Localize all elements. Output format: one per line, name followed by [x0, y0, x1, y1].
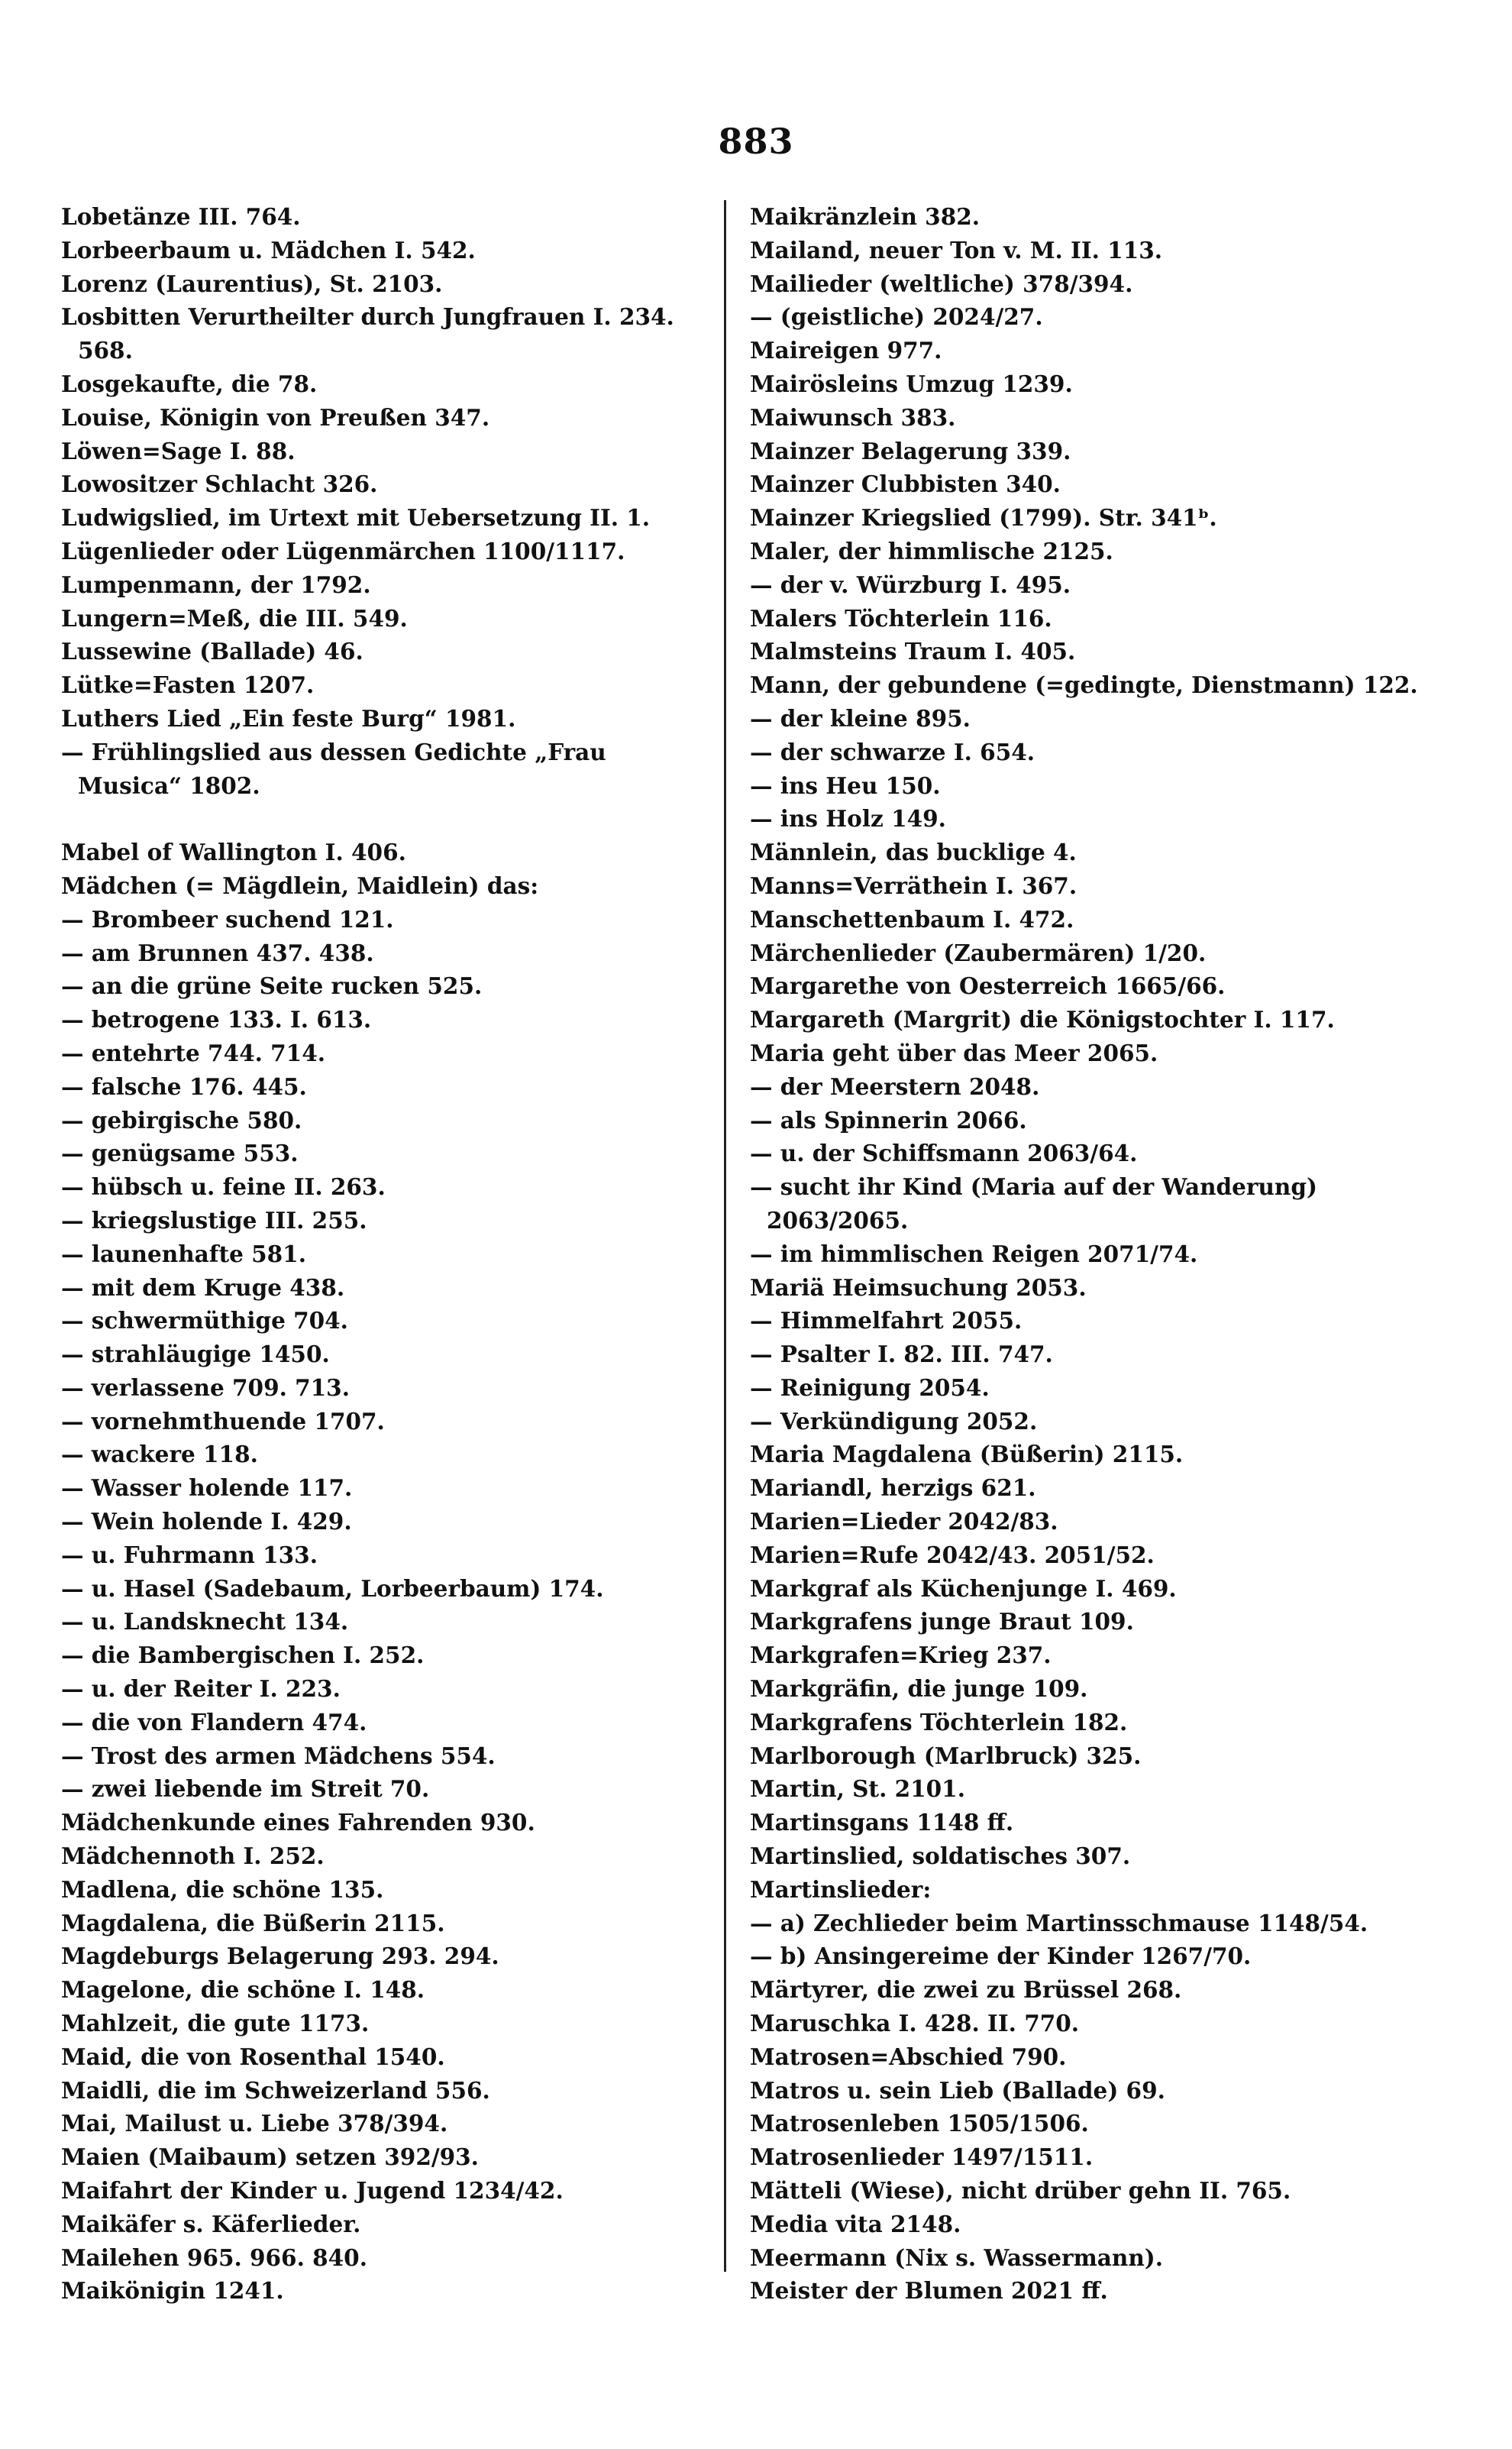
index-entry: Maireigen 977.	[750, 337, 942, 364]
index-entry: Markgräfin, die junge 109.	[750, 1675, 1088, 1703]
index-entry: — Verkündigung 2052.	[750, 1407, 1038, 1435]
index-entry: Märtyrer, die zwei zu Brüssel 268.	[750, 1976, 1182, 2004]
index-entry: Mairösleins Umzug 1239.	[750, 370, 1073, 397]
index-entry: — als Spinnerin 2066.	[750, 1106, 1027, 1134]
index-entry: Maikönigin 1241.	[61, 2277, 284, 2305]
index-entry: Mädchen (= Mägdlein, Maidlein) das:	[61, 872, 539, 899]
index-entry: Matrosenleben 1505/1506.	[750, 2110, 1089, 2137]
index-entry: Meermann (Nix s. Wassermann).	[750, 2244, 1164, 2271]
index-entry: Mariä Heimsuchung 2053.	[750, 1273, 1087, 1301]
index-entry: — kriegslustige III. 255.	[61, 1206, 367, 1234]
index-entry: Maien (Maibaum) setzen 392/93.	[61, 2143, 479, 2171]
column-divider	[724, 200, 726, 2272]
index-entry: — Reinigung 2054.	[750, 1373, 990, 1401]
index-column-left	[61, 200, 710, 2308]
index-entry: — u. Landsknecht 134.	[61, 1608, 349, 1635]
index-entry: Margareth (Margrit) die Königstochter I. 117.	[750, 1006, 1335, 1034]
index-entry: — Brombeer suchend 121.	[61, 905, 394, 933]
index-entry: Maikäfer s. Käferlieder.	[61, 2210, 361, 2237]
index-entry: Malmsteins Traum I. 405.	[750, 638, 1076, 665]
index-entry: Magelone, die schöne I. 148.	[61, 1976, 425, 2004]
index-entry: Markgrafens Töchterlein 182.	[750, 1708, 1128, 1736]
index-entry: Männlein, das bucklige 4.	[750, 839, 1077, 866]
index-entry: — der Meerstern 2048.	[750, 1072, 1040, 1100]
index-entry: — Wein holende I. 429.	[61, 1508, 352, 1535]
index-entry: — ins Holz 149.	[750, 805, 946, 833]
index-entry: — verlassene 709. 713.	[61, 1373, 350, 1401]
index-entry: Malers Töchterlein 116.	[750, 604, 1052, 632]
index-entry: — der v. Würzburg I. 495.	[750, 571, 1071, 598]
index-entry: Marlborough (Marlbruck) 325.	[750, 1742, 1142, 1769]
index-entry: Mailehen 965. 966. 840.	[61, 2244, 367, 2271]
index-entry: Marien=Lieder 2042/83.	[750, 1508, 1058, 1535]
index-entry: Lowositzer Schlacht 326.	[61, 471, 378, 498]
index-entry: — falsche 176. 445.	[61, 1072, 307, 1100]
index-entry: — u. Fuhrmann 133.	[61, 1541, 318, 1568]
index-entry: Margarethe von Oesterreich 1665/66.	[750, 972, 1226, 1000]
index-entry: — u. der Reiter I. 223.	[61, 1675, 341, 1703]
index-entry: Losgekaufte, die 78.	[61, 370, 318, 397]
index-entry: Mädchenkunde eines Fahrenden 930.	[61, 1809, 535, 1836]
index-entry: — u. Hasel (Sadebaum, Lorbeerbaum) 174.	[61, 1574, 604, 1602]
index-entry: Ludwigslied, im Urtext mit Uebersetzung II. 1.	[61, 504, 651, 532]
index-entry: — zwei liebende im Streit 70.	[61, 1775, 430, 1803]
index-entry: — sucht ihr Kind (Maria auf der Wanderung)	[750, 1173, 1317, 1201]
index-entry: — hübsch u. feine II. 263.	[61, 1173, 386, 1201]
index-entry: Mätteli (Wiese), nicht drüber gehn II. 765.	[750, 2177, 1291, 2205]
index-entry: Maiwunsch 383.	[750, 403, 956, 431]
index-entry: 2063/2065.	[767, 1206, 909, 1234]
index-entry: — Frühlingslied aus dessen Gedichte „Frau	[61, 738, 606, 765]
index-entry: Louise, Königin von Preußen 347.	[61, 403, 490, 431]
index-entry: — strahläugige 1450.	[61, 1341, 330, 1368]
index-entry: Markgraf als Küchenjunge I. 469.	[750, 1574, 1177, 1602]
index-entry: Meister der Blumen 2021 ff.	[750, 2277, 1108, 2305]
index-entry: Losbitten Verurtheilter durch Jungfrauen I. 234.	[61, 303, 674, 331]
index-entry: — a) Zechlieder beim Martinsschmause 1148/54.	[750, 1909, 1368, 1936]
index-entry: Marien=Rufe 2042/43. 2051/52.	[750, 1541, 1155, 1568]
index-entry: 568.	[78, 337, 133, 364]
index-entry: — der kleine 895.	[750, 704, 971, 732]
index-entry: Martinslied, soldatisches 307.	[750, 1842, 1131, 1870]
index-entry: Lorbeerbaum u. Mädchen I. 542.	[61, 236, 476, 264]
index-entry: — die von Flandern 474.	[61, 1708, 367, 1736]
index-entry: Maruschka I. 428. II. 770.	[750, 2010, 1080, 2037]
index-entry: Lügenlieder oder Lügenmärchen 1100/1117.	[61, 537, 625, 565]
index-entry: — der schwarze I. 654.	[750, 738, 1035, 765]
index-entry: — wackere 118.	[61, 1441, 258, 1468]
index-entry: — entehrte 744. 714.	[61, 1039, 326, 1066]
index-entry: Matros u. sein Lieb (Ballade) 69.	[750, 2076, 1165, 2104]
index-entry: — u. der Schiffsmann 2063/64.	[750, 1140, 1138, 1167]
index-entry: Lütke=Fasten 1207.	[61, 671, 315, 699]
index-entry: — b) Ansingereime der Kinder 1267/70.	[750, 1943, 1252, 1970]
index-entry: — launenhafte 581.	[61, 1240, 306, 1267]
index-entry: — die Bambergischen I. 252.	[61, 1642, 425, 1669]
index-entry: — ins Heu 150.	[750, 772, 941, 799]
index-entry: — mit dem Kruge 438.	[61, 1273, 345, 1301]
index-entry: Maler, der himmlische 2125.	[750, 537, 1113, 565]
index-entry: Mainzer Clubbisten 340.	[750, 471, 1061, 498]
index-entry: Maria geht über das Meer 2065.	[750, 1039, 1158, 1066]
index-entry: — am Brunnen 437. 438.	[61, 939, 374, 966]
index-entry: Maifahrt der Kinder u. Jugend 1234/42.	[61, 2177, 564, 2205]
index-entry: Martinsgans 1148 ff.	[750, 1809, 1014, 1836]
index-entry: Manns=Verräthein I. 367.	[750, 872, 1077, 899]
index-entry: Mabel of Wallington I. 406.	[61, 839, 406, 866]
index-entry: Mädchennoth I. 252.	[61, 1842, 325, 1870]
index-entry: — genügsame 553.	[61, 1140, 299, 1167]
index-entry: Madlena, die schöne 135.	[61, 1875, 384, 1903]
index-entry: — im himmlischen Reigen 2071/74.	[750, 1240, 1198, 1267]
index-entry: Löwen=Sage I. 88.	[61, 437, 296, 464]
index-entry: Lungern=Meß, die III. 549.	[61, 604, 408, 632]
index-entry: Lobetänze III. 764.	[61, 203, 301, 230]
index-entry: Markgrafen=Krieg 237.	[750, 1642, 1052, 1669]
index-entry: — Psalter I. 82. III. 747.	[750, 1341, 1053, 1368]
index-entry: Lumpenmann, der 1792.	[61, 571, 371, 598]
page-number: 883	[718, 121, 794, 162]
index-entry: Magdalena, die Büßerin 2115.	[61, 1909, 445, 1936]
index-entry: Mai, Mailust u. Liebe 378/394.	[61, 2110, 448, 2137]
index-entry: Mailand, neuer Ton v. M. II. 113.	[750, 236, 1163, 264]
index-entry: Martinslieder:	[750, 1875, 932, 1903]
index-column-right	[750, 200, 1451, 2308]
index-entry: Markgrafens junge Braut 109.	[750, 1608, 1134, 1635]
index-entry: Matrosen=Abschied 790.	[750, 2043, 1067, 2070]
index-entry: Maria Magdalena (Büßerin) 2115.	[750, 1441, 1184, 1468]
index-entry: — vornehmthuende 1707.	[61, 1407, 385, 1435]
index-entry: — gebirgische 580.	[61, 1106, 302, 1134]
index-entry: Luthers Lied „Ein feste Burg“ 1981.	[61, 704, 516, 732]
index-entry: — Wasser holende 117.	[61, 1474, 353, 1502]
index-entry: Mainzer Belagerung 339.	[750, 437, 1071, 464]
index-entry: — Trost des armen Mädchens 554.	[61, 1742, 496, 1769]
index-entry: Matrosenlieder 1497/1511.	[750, 2143, 1094, 2171]
index-entry: Maikränzlein 382.	[750, 203, 981, 230]
index-entry: Magdeburgs Belagerung 293. 294.	[61, 1943, 499, 1970]
index-entry: — schwermüthige 704.	[61, 1307, 348, 1334]
index-entry: Maid, die von Rosenthal 1540.	[61, 2043, 445, 2070]
index-entry: Lussewine (Ballade) 46.	[61, 638, 363, 665]
index-entry: Maidli, die im Schweizerland 556.	[61, 2076, 490, 2104]
index-entry: Martin, St. 2101.	[750, 1775, 965, 1803]
index-entry: Media vita 2148.	[750, 2210, 961, 2237]
index-entry: — (geistliche) 2024/27.	[750, 303, 1043, 331]
index-entry: Mariandl, herzigs 621.	[750, 1474, 1036, 1502]
index-entry: Märchenlieder (Zaubermären) 1/20.	[750, 939, 1207, 966]
index-entry: Mainzer Kriegslied (1799). Str. 341ᵇ.	[750, 504, 1217, 532]
index-entry: — betrogene 133. I. 613.	[61, 1006, 372, 1034]
index-entry: Lorenz (Laurentius), St. 2103.	[61, 270, 443, 297]
index-entry: Mailieder (weltliche) 378/394.	[750, 270, 1133, 297]
index-entry: Mann, der gebundene (=gedingte, Dienstmann) 122.	[750, 671, 1418, 699]
index-entry: — an die grüne Seite rucken 525.	[61, 972, 483, 1000]
index-entry: — Himmelfahrt 2055.	[750, 1307, 1023, 1334]
index-entry: Manschettenbaum I. 472.	[750, 905, 1074, 933]
index-entry: Mahlzeit, die gute 1173.	[61, 2010, 370, 2037]
index-entry: Musica“ 1802.	[78, 772, 260, 799]
